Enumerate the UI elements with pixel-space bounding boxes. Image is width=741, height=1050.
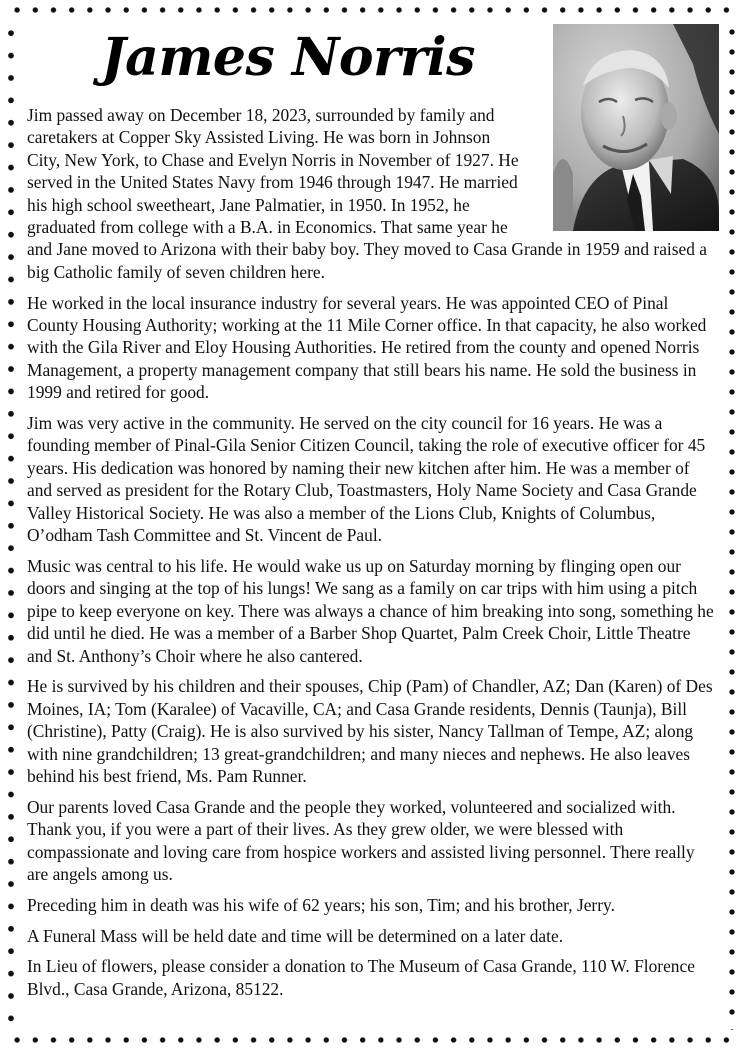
paragraph-career: He worked in the local insurance industry for several years. He was appointed CEO of Pinal County Housing Authority; working at the 11 Mile Corner office. In that capacity, he also worked with the Gila River and Eloy Housing Authorities. He retired from the county and opened Norris Management, a property management company that still bears his name. He sold the business in 1999 and retired for good. [27,292,707,403]
obituary-body [27,104,719,1009]
paragraph-funeral: A Funeral Mass will be held date and time will be determined on a later date. [27,925,564,946]
paragraph-community: Jim was very active in the community. He served on the city council for 16 years. He was a founding member of Pinal-Gila Senior Citizen Council, taking the role of executive officer for 45 years. His dedication was honored by naming their new kitchen after him. He was a member of and served as president for the Rotary Club, Toastmasters, Holy Name Society and Casa Grande Valley Historical Society. He was also a member of the Lions Club, Knights of Columbus, O’odham Tash Committee and St. Vincent de Paul. [27,413,706,546]
dotted-border-right [727,22,737,1030]
paragraph-survivors: He is survived by his children and their spouses, Chip (Pam) of Chandler, AZ; Dan (Karen) of Des Moines, IA; Tom (Karalee) of Vacaville, CA; and Casa Grande residents, Dennis (Taunja), Bill (Christine), Patty (Craig). He is also survived by his sister, Nancy Tallman of Tempe, AZ; along with nine grandchildren; 13 great-grandchildren; and many nieces and nephews. He also leaves behind his best friend, Ms. Pam Runner. [27,676,713,786]
paragraph-gratitude: Our parents loved Casa Grande and the people they worked, volunteered and socialized with. Thank you, if you were a part of their lives. As they grew older, we were blessed with compassionate and loving care from hospice workers and assisted living personnel. There really are angels among us. [27,796,695,884]
paragraph-music: Music was central to his life. He would wake us up on Saturday morning by flinging open our doors and singing at the top of his lungs! We sang as a family on car trips with him using a pitch pipe to keep everyone on key. There was always a chance of him breaking into song, something he did until he died. He was a member of a Barber Shop Quartet, Palm Creek Choir, Little Theatre and St. Anthony’s Choir where he also cantered. [27,555,714,666]
dotted-border-top [8,5,733,15]
dotted-border-left [6,22,16,1030]
dotted-border-bottom [8,1035,733,1045]
photo-wrap-spacer [527,104,719,232]
deceased-name-heading: James Norris [101,27,475,88]
paragraph-biography: Jim passed away on December 18, 2023, surrounded by family and caretakers at Copper Sky Assisted Living. He was born in Johnson City, New York, to Chase and Evelyn Norris in November of 1927. He served in the United States Navy from 1946 through 1947. He married his high school sweetheart, Jane Palmatier, in 1950. In 1952, he graduated from college with a B.A. in Economics. That same year he and Jane moved to Arizona with their baby boy. They moved to Casa Grande in 1959 and raised a big Catholic family of seven children here. [27,105,707,282]
paragraph-preceded: Preceding him in death was his wife of 62 years; his son, Tim; and his brother, Jerry. [27,894,615,915]
paragraph-donations: In Lieu of flowers, please consider a donation to The Museum of Casa Grande, 110 W. Florence Blvd., Casa Grande, Arizona, 85122. [27,956,695,999]
